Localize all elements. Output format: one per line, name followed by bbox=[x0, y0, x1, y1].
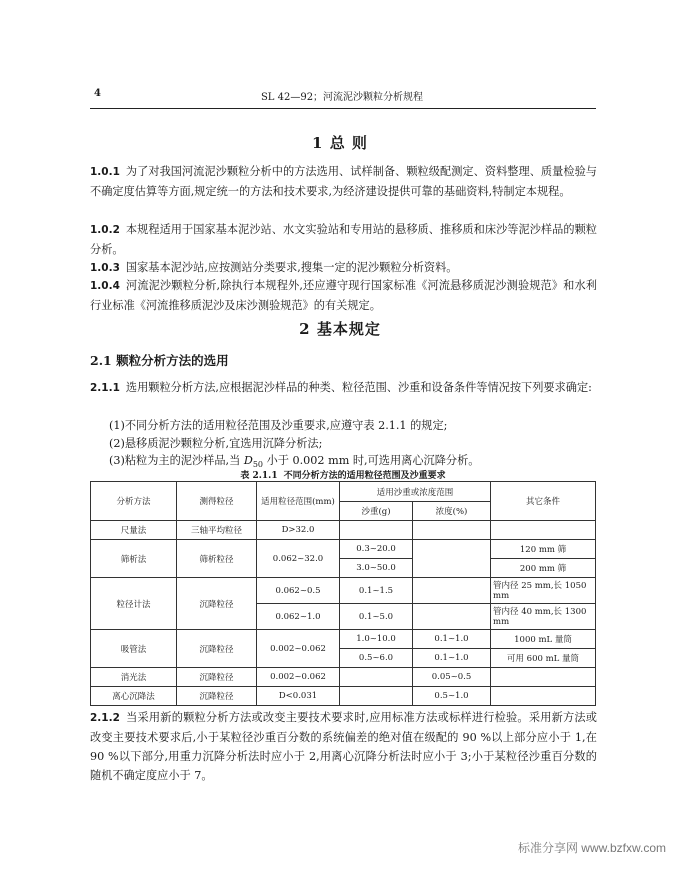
table-row: 尺量法 三轴平均粒径 D>32.0 bbox=[91, 521, 596, 540]
th-weight-concentration: 适用沙重或浓度范围 bbox=[340, 482, 491, 502]
table-caption bbox=[0, 468, 680, 481]
th-other-conditions: 其它条件 bbox=[491, 482, 596, 521]
running-title: SL 42—92；河流泥沙颗粒分析规程 bbox=[260, 92, 424, 103]
d50-subscript: 50 bbox=[252, 460, 264, 470]
clause-text: 国家基本泥沙站,应按测站分类要求,搜集一定的泥沙颗粒分析资料。 bbox=[125, 261, 458, 274]
clause-2-1-2 bbox=[90, 708, 597, 785]
table-row: 粒径计法 沉降粒径 0.062~0.5 0.1~1.5 管内径 25 mm,长 1050 mm bbox=[91, 578, 596, 604]
th-size-range: 适用粒径范围(mm) bbox=[257, 482, 340, 521]
list-item: (2)悬移质泥沙颗粒分析,宜选用沉降分析法; bbox=[109, 437, 323, 450]
chapter-1-title: 1 总 则 bbox=[312, 134, 368, 152]
clause-text: 本规程适用于国家基本泥沙站、水文实验站和专用站的悬移质、推移质和床沙等泥沙样品的颗粒分析。 bbox=[90, 223, 597, 256]
site-watermark: 标准分享网 www.bzfxw.com bbox=[517, 841, 666, 855]
clause-number: 1.0.4 bbox=[90, 280, 120, 292]
clause-text: 为了对我国河流泥沙颗粒分析中的方法选用、试样制备、颗粒级配测定、资料整理、质量检验与不确定度估算等方面,规定统一的方法和技术要求,为经济建设提供可靠的基础资料,特制定本规程。 bbox=[90, 165, 597, 198]
table-row: 消光法 沉降粒径 0.002~0.062 0.05~0.5 bbox=[91, 668, 596, 687]
clause-text: 当采用新的颗粒分析方法或改变主要技术要求时,应用标准方法或标样进行检验。采用新方法或改变主要技术要求后,小于某粒径沙重百分数的系统偏差的绝对值在级配的 90 %以上部分应小于 1,在 90 %以下部分,用重力沉降分析法时应小于 2,用离心沉降分析法时应小于 3;小于某粒径沙重百分数的随机不确定度应小于 7。 bbox=[90, 711, 597, 782]
table-number: 表 2.1.1 bbox=[240, 471, 278, 481]
clause-2-1-1 bbox=[90, 378, 597, 398]
th-concentration: 浓度(%) bbox=[413, 502, 491, 521]
clause-number: 1.0.2 bbox=[90, 224, 120, 236]
clause-text: 选用颗粒分析方法,应根据泥沙样品的种类、粒径范围、沙重和设备条件等情况按下列要求确定: bbox=[125, 381, 592, 394]
table-row: 0.062~1.0 0.1~5.0 管内径 40 mm,长 1300 mm bbox=[91, 604, 596, 630]
page-header bbox=[92, 88, 592, 106]
clause-text: 河流泥沙颗粒分析,除执行本规程外,还应遵守现行国家标准《河流悬移质泥沙测验规范》和水利行业标准《河流推移质泥沙及床沙测验规范》的有关规定。 bbox=[90, 279, 597, 312]
clause-1-0-2 bbox=[90, 220, 597, 259]
section-2-1-title: 2.1 颗粒分析方法的选用 bbox=[90, 353, 229, 368]
th-weight: 沙重(g) bbox=[340, 502, 413, 521]
clause-1-0-1 bbox=[90, 162, 597, 201]
clause-number: 1.0.1 bbox=[90, 166, 120, 178]
chapter-2-title: 2 基本规定 bbox=[299, 320, 381, 338]
d50-symbol: D bbox=[243, 454, 253, 467]
table-row: 0.5~6.0 0.1~1.0 可用 600 mL 量筒 bbox=[91, 649, 596, 668]
table-row: 离心沉降法 沉降粒径 D<0.031 0.5~1.0 bbox=[91, 687, 596, 706]
header-rule bbox=[90, 108, 596, 109]
clause-1-0-4 bbox=[90, 276, 597, 315]
table-row: 3.0~50.0 200 mm 筛 bbox=[91, 559, 596, 578]
grain-size-methods-table bbox=[90, 481, 596, 706]
table-row: 筛析法 筛析粒径 0.062~32.0 0.3~20.0 120 mm 筛 bbox=[91, 540, 596, 559]
table-row: 吸管法 沉降粒径 0.002~0.062 1.0~10.0 0.1~1.0 1000 mL 量筒 bbox=[91, 630, 596, 649]
clause-number: 1.0.3 bbox=[90, 262, 120, 274]
clause-1-0-3 bbox=[90, 258, 597, 278]
list-item: (3)粘粒为主的泥沙样品,当 $D_{50}$ 小于 0.002 mm 时,可选用离心沉降分析。 bbox=[109, 454, 480, 470]
page-number: 4 bbox=[94, 88, 101, 99]
table-caption-text: 不同分析方法的适用粒径范围及沙重要求 bbox=[283, 471, 446, 481]
th-measured-size: 测得粒径 bbox=[177, 482, 257, 521]
list-item: (1)不同分析方法的适用粒径范围及沙重要求,应遵守表 2.1.1 的规定; bbox=[109, 419, 448, 432]
clause-number: 2.1.1 bbox=[90, 382, 120, 394]
clause-number: 2.1.2 bbox=[90, 712, 120, 724]
th-method: 分析方法 bbox=[91, 482, 177, 521]
